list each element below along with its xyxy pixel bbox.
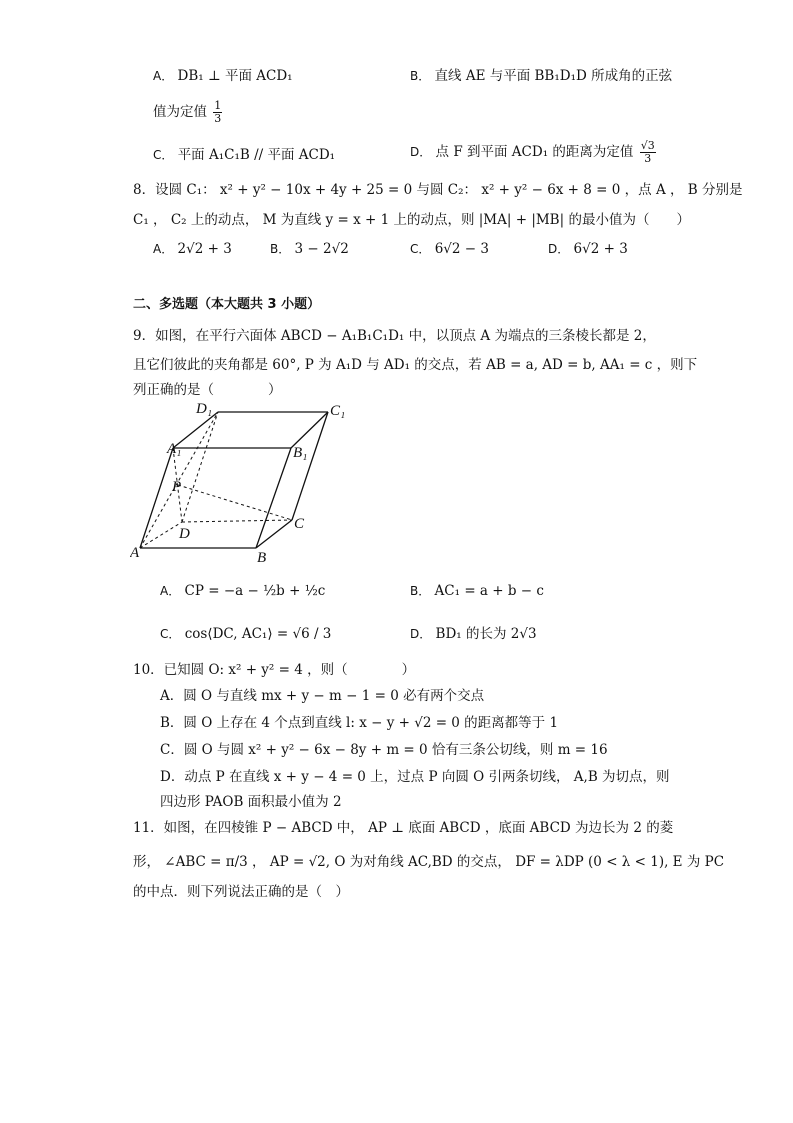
q9-stem-line1: 9．如图，在平行六面体 ABCD − A₁B₁C₁D₁ 中，以顶点 A 为端点的三条棱长都是 2，: [133, 328, 656, 344]
q10-option-d-line1: D．动点 P 在直线 x + y − 4 = 0 上，过点 P 向圆 O 引两条切线， A,B 为切点，则: [160, 769, 670, 785]
q9-option-a: [160, 581, 325, 601]
vertex-label-c1: C₁: [330, 403, 346, 419]
q8-option-d-text: 6√2 + 3: [573, 241, 628, 257]
q8-option-c: [410, 239, 489, 259]
q10-option-d-line2: 四边形 PAOB 面积最小值为 2: [160, 794, 342, 810]
q8-stem-line2: C₁ ， C₂ 上的动点， M 为直线 y = x + 1 上的动点，则 |MA| + |MB| 的最小值为（ ）: [133, 212, 690, 228]
q7-option-b-label: B．: [410, 69, 431, 83]
q9-option-a-label: A．: [160, 584, 181, 598]
q7-option-a-text: DB₁ ⊥ 平面 ACD₁: [177, 68, 293, 84]
q7-option-c-text: 平面 A₁C₁B // 平面 ACD₁: [177, 147, 336, 163]
q10-option-b: B．圆 O 上存在 4 个点到直线 l: x − y + √2 = 0 的距离都等于 1: [160, 715, 559, 731]
edge-c-c1: [292, 412, 328, 520]
q9-option-b: [410, 581, 544, 601]
q9-option-d: [410, 624, 537, 644]
q7-option-d-frac-num: √3: [640, 139, 655, 152]
q7-option-c-label: C．: [153, 148, 174, 162]
q8-option-c-label: C．: [410, 242, 431, 256]
vertex-label-c: C: [294, 516, 305, 532]
q9-option-c: [160, 624, 331, 644]
hidden-edge-a-d: [140, 522, 182, 548]
q9-option-d-text: BD₁ 的长为 2√3: [435, 626, 537, 642]
q8-option-a: [153, 239, 232, 259]
q7-option-b-cont-text: 值为定值: [153, 104, 207, 120]
q8-stem-line1: 8．设圆 C₁： x² + y² − 10x + 4y + 25 = 0 与圆 C₂： x² + y² − 6x + 8 = 0 ，点 A ， B 分别是: [133, 182, 743, 198]
section-title-multiple-choice: 二、多选题（本大题共 3 小题）: [133, 297, 321, 312]
q11-stem-line2: 形， ∠ABC = π/3 ， AP = √2, O 为对角线 AC,BD 的交点， DF = λDP (0 < λ < 1), E 为 PC: [133, 854, 725, 870]
q7-option-b-frac-num: 1: [214, 99, 222, 112]
q8-option-c-text: 6√2 − 3: [434, 241, 489, 257]
q7-option-d: [410, 140, 658, 165]
q8-option-d-label: D．: [548, 242, 570, 256]
q9-option-d-label: D．: [410, 627, 432, 641]
q7-option-a-label: A．: [153, 69, 174, 83]
q8-option-a-text: 2√2 + 3: [177, 241, 232, 257]
hidden-edge-d-d1: [182, 412, 218, 522]
vertex-label-d: D: [179, 526, 190, 542]
q7-option-b-frac-den: 3: [214, 112, 222, 125]
vertex-label-p: P: [172, 479, 182, 495]
vertex-label-a: A: [130, 545, 140, 561]
q7-option-a: [153, 66, 293, 86]
q9-option-b-label: B．: [410, 584, 431, 598]
q9-stem-line2: 且它们彼此的夹角都是 60°, P 为 A₁D 与 AD₁ 的交点，若 AB = a, AD = b, AA₁ = c ，则下: [133, 357, 698, 373]
q8-option-a-label: A．: [153, 242, 174, 256]
q8-option-d: [548, 239, 628, 259]
q7-option-d-frac-den: 3: [644, 152, 652, 165]
q7-option-b-text: 直线 AE 与平面 BB₁D₁D 所成角的正弦: [434, 68, 673, 84]
q7-option-d-text: 点 F 到平面 ACD₁ 的距离为定值: [435, 144, 634, 160]
q11-stem-line1: 11．如图，在四棱锥 P − ABCD 中， AP ⊥ 底面 ABCD ，底面 ABCD 为边长为 2 的菱: [133, 820, 674, 836]
q7-option-b-continued: [153, 100, 224, 125]
edge-a-a1: [140, 448, 173, 548]
q7-option-b-fraction: [213, 100, 222, 125]
q11-stem-line3: 的中点．则下列说法正确的是（ ）: [133, 884, 349, 900]
vertex-label-b: B: [257, 550, 267, 566]
q9-option-a-text: CP = −a − ½b + ½c: [184, 583, 326, 599]
q10-option-c: C．圆 O 与圆 x² + y² − 6x − 8y + m = 0 恰有三条公切线，则 m = 16: [160, 742, 608, 758]
q7-option-b: [410, 66, 672, 86]
hidden-segment-p-c: [178, 485, 292, 520]
q9-option-c-text: cos⟨DC, AC₁⟩ = √6 / 3: [184, 626, 332, 642]
q9-parallelepiped-figure: [130, 400, 360, 570]
q7-option-d-fraction: [640, 140, 656, 165]
vertex-label-b1: B₁: [293, 445, 308, 461]
q10-option-a: A．圆 O 与直线 mx + y − m − 1 = 0 必有两个交点: [160, 688, 485, 704]
vertex-label-d1: D₁: [196, 401, 213, 417]
q7-option-d-label: D．: [410, 145, 432, 159]
q10-stem: 10．已知圆 O: x² + y² = 4 ，则（ ）: [133, 662, 416, 678]
q8-option-b: [270, 239, 349, 259]
q7-option-c: [153, 145, 335, 165]
q9-option-b-text: AC₁ = a + b − c: [434, 583, 544, 599]
q9-stem-line3: 列正确的是（ ）: [133, 382, 282, 398]
hidden-edge-d-c: [182, 520, 292, 522]
q9-option-c-label: C．: [160, 627, 181, 641]
q8-option-b-label: B．: [270, 242, 291, 256]
edge-b-b1: [256, 448, 291, 548]
q8-option-b-text: 3 − 2√2: [294, 241, 349, 257]
vertex-label-a1: A₁: [167, 441, 182, 457]
